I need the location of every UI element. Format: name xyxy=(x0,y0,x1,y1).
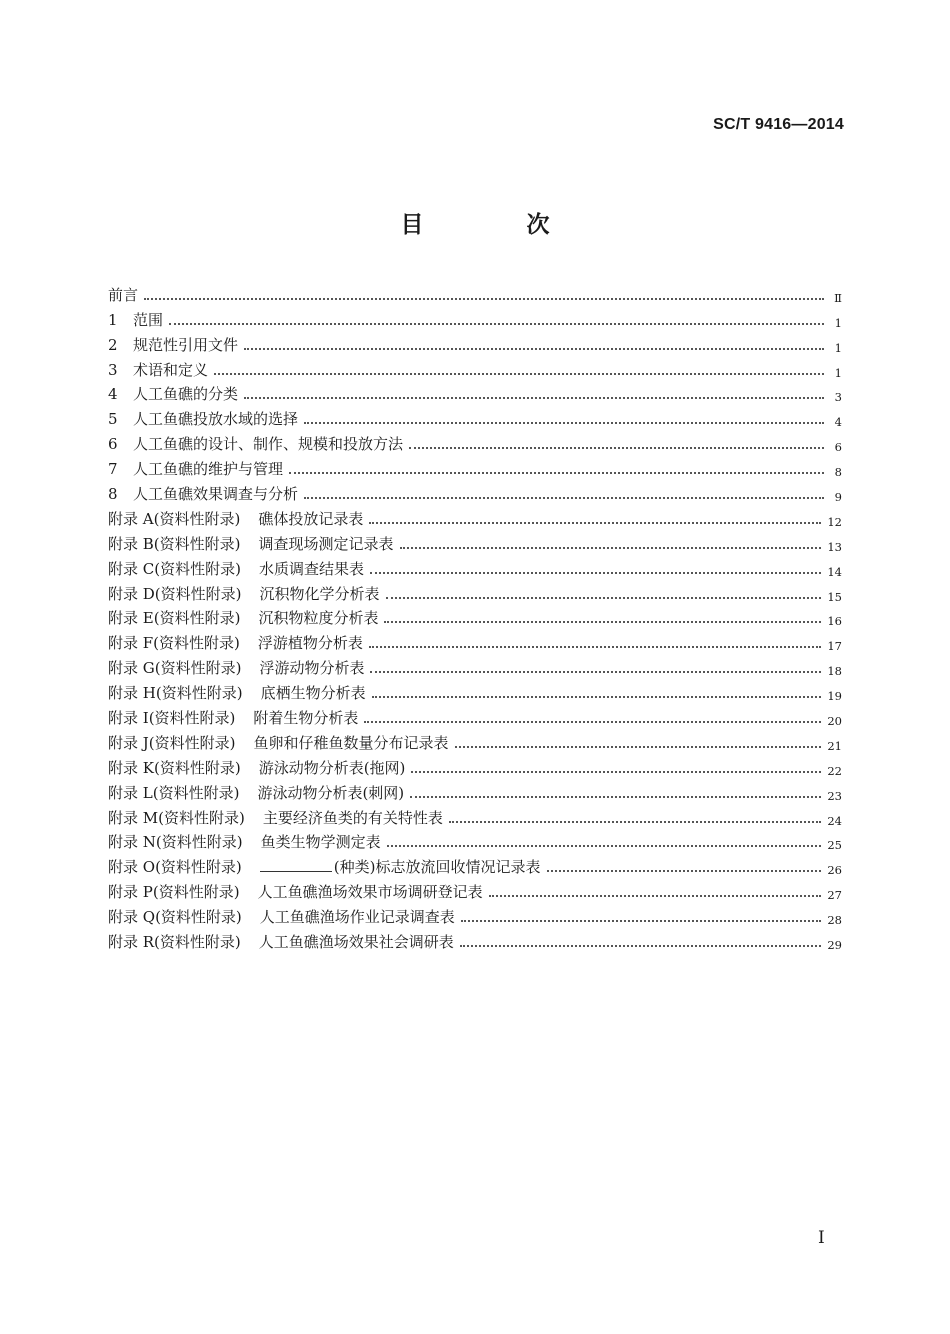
toc-entry-number: 7 xyxy=(108,460,118,479)
toc-entry-label: 术语和定义 xyxy=(133,360,209,379)
toc-entry-number: 2 xyxy=(108,335,118,354)
page-number: Ⅰ xyxy=(818,1228,825,1248)
toc-annex-label: 附录 O(资料性附录) xyxy=(108,858,242,877)
toc-annex-label: 附录 K(资料性附录) xyxy=(108,758,241,777)
table-of-contents xyxy=(108,280,842,952)
toc-annex-entry[interactable] xyxy=(108,678,842,703)
toc-leader-dots xyxy=(387,845,822,847)
toc-annex-entry[interactable] xyxy=(108,579,842,604)
toc-page-number: 23 xyxy=(827,788,842,803)
toc-annex-label: 附录 R(资料性附录) xyxy=(108,933,241,952)
toc-annex-label: 附录 F(资料性附录) xyxy=(108,634,240,653)
toc-annex-entry[interactable] xyxy=(108,753,842,778)
toc-page-number: 8 xyxy=(834,465,842,480)
toc-annex-entry[interactable] xyxy=(108,703,842,728)
toc-leader-dots xyxy=(400,547,822,549)
toc-annex-entry[interactable] xyxy=(108,877,842,902)
toc-entry-number: 5 xyxy=(108,410,118,429)
toc-annex-entry[interactable] xyxy=(108,653,842,678)
toc-annex-label: 附录 D(资料性附录) xyxy=(108,584,242,603)
toc-annex-title: 附着生物分析表 xyxy=(253,709,359,728)
toc-page-number: Ⅱ xyxy=(834,290,842,305)
toc-annex-title: 主要经济鱼类的有关特性表 xyxy=(262,808,443,827)
toc-annex-label: 附录 P(资料性附录) xyxy=(108,883,240,902)
toc-annex-label: 附录 N(资料性附录) xyxy=(108,833,243,852)
toc-page-number: 19 xyxy=(827,689,842,704)
toc-leader-dots xyxy=(144,298,824,300)
toc-page-number: 22 xyxy=(827,763,842,778)
toc-annex-entry[interactable] xyxy=(108,628,842,653)
toc-entry[interactable] xyxy=(108,305,842,330)
toc-entry[interactable] xyxy=(108,404,842,429)
toc-annex-label: 附录 I(资料性附录) xyxy=(108,709,236,728)
fill-in-blank xyxy=(260,857,332,872)
toc-annex-entry[interactable] xyxy=(108,554,842,579)
toc-leader-dots xyxy=(369,646,821,648)
toc-leader-dots xyxy=(169,323,824,325)
toc-entry[interactable] xyxy=(108,454,842,479)
toc-entry[interactable] xyxy=(108,330,842,355)
toc-page-number: 3 xyxy=(834,390,842,405)
toc-leader-dots xyxy=(410,796,821,798)
toc-entry-label: 人工鱼礁的维护与管理 xyxy=(133,460,284,479)
toc-annex-title: 调查现场测定记录表 xyxy=(258,534,394,553)
toc-annex-title: 浮游动物分析表 xyxy=(259,659,365,678)
toc-entry-number: 6 xyxy=(108,435,118,454)
toc-page-number: 20 xyxy=(827,714,842,729)
toc-annex-title: 水质调查结果表 xyxy=(258,559,364,578)
toc-annex-entry[interactable] xyxy=(108,828,842,853)
toc-page-number: 25 xyxy=(827,838,842,853)
toc-annex-entry[interactable] xyxy=(108,803,842,828)
toc-entry-number: 4 xyxy=(108,385,118,404)
toc-leader-dots xyxy=(364,721,821,723)
toc-entry[interactable] xyxy=(108,380,842,405)
toc-leader-dots xyxy=(547,870,822,872)
toc-annex-entry[interactable] xyxy=(108,778,842,803)
toc-leader-dots xyxy=(449,821,822,823)
toc-annex-label: 附录 A(资料性附录) xyxy=(108,509,241,528)
toc-leader-dots xyxy=(304,422,824,424)
toc-entry-label: 范围 xyxy=(133,310,164,329)
toc-leader-dots xyxy=(384,621,821,623)
toc-annex-title: 底栖生物分析表 xyxy=(260,684,366,703)
toc-entry[interactable] xyxy=(108,355,842,380)
toc-page-number: 26 xyxy=(827,863,842,878)
toc-annex-entry[interactable] xyxy=(108,604,842,629)
toc-leader-dots xyxy=(244,348,824,350)
toc-page-number: 4 xyxy=(834,415,842,430)
toc-leader-dots xyxy=(304,497,824,499)
toc-entry-number: 3 xyxy=(108,360,118,379)
toc-annex-label: 附录 L(资料性附录) xyxy=(108,783,240,802)
toc-leader-dots xyxy=(214,373,824,375)
toc-page-number: 28 xyxy=(827,913,842,928)
toc-annex-title: 浮游植物分析表 xyxy=(257,634,363,653)
toc-annex-title: 人工鱼礁渔场效果市场调研登记表 xyxy=(257,883,483,902)
toc-annex-label: 附录 H(资料性附录) xyxy=(108,684,243,703)
toc-leader-dots xyxy=(461,920,822,922)
toc-entry-number: 1 xyxy=(108,310,118,329)
toc-leader-dots xyxy=(244,397,824,399)
toc-leader-dots xyxy=(489,895,822,897)
toc-leader-dots xyxy=(455,746,822,748)
toc-annex-title: 鱼卵和仔稚鱼数量分布记录表 xyxy=(253,733,449,752)
toc-leader-dots xyxy=(386,597,822,599)
toc-entry-label: 人工鱼礁的设计、制作、规模和投放方法 xyxy=(133,435,404,454)
toc-entry-label: 规范性引用文件 xyxy=(133,335,239,354)
toc-leader-dots xyxy=(370,671,821,673)
toc-annex-label: 附录 E(资料性附录) xyxy=(108,609,241,628)
toc-entry[interactable] xyxy=(108,479,842,504)
standard-code: SC/T 9416—2014 xyxy=(713,116,844,133)
toc-annex-title: 游泳动物分析表(刺网) xyxy=(257,783,405,802)
toc-page-number: 21 xyxy=(827,738,842,753)
toc-page-number: 27 xyxy=(827,888,842,903)
toc-page-number: 17 xyxy=(827,639,842,654)
toc-page-number: 13 xyxy=(827,539,842,554)
toc-page-number: 29 xyxy=(827,938,842,953)
toc-leader-dots xyxy=(411,771,821,773)
toc-entry-label: 人工鱼礁的分类 xyxy=(133,385,239,404)
toc-leader-dots xyxy=(409,447,824,449)
toc-annex-title: 鱼类生物学测定表 xyxy=(260,833,381,852)
toc-page-number: 24 xyxy=(827,813,842,828)
toc-annex-label: 附录 C(资料性附录) xyxy=(108,559,241,578)
toc-annex-entry[interactable] xyxy=(108,728,842,753)
toc-leader-dots xyxy=(372,696,822,698)
toc-annex-label: 附录 G(资料性附录) xyxy=(108,659,242,678)
page-title: 目 次 xyxy=(400,212,590,238)
toc-leader-dots xyxy=(370,572,821,574)
toc-leader-dots xyxy=(289,472,824,474)
toc-annex-entry[interactable] xyxy=(108,852,842,877)
toc-page-number: 12 xyxy=(827,514,842,529)
toc-page-number: 15 xyxy=(827,589,842,604)
toc-page-number: 18 xyxy=(827,664,842,679)
toc-page-number: 14 xyxy=(827,564,842,579)
toc-page-number: 9 xyxy=(834,490,842,505)
toc-annex-label: 附录 Q(资料性附录) xyxy=(108,908,242,927)
toc-annex-entry[interactable] xyxy=(108,504,842,529)
toc-page-number: 1 xyxy=(834,340,842,355)
toc-page-number: 1 xyxy=(834,365,842,380)
toc-annex-label: 附录 M(资料性附录) xyxy=(108,808,245,827)
toc-annex-title: 人工鱼礁渔场作业记录调查表 xyxy=(259,908,455,927)
toc-leader-dots xyxy=(369,522,821,524)
toc-entry-number: 8 xyxy=(108,485,118,504)
toc-annex-entry[interactable] xyxy=(108,902,842,927)
toc-page-number: 16 xyxy=(827,614,842,629)
toc-annex-label: 附录 J(资料性附录) xyxy=(108,733,236,752)
toc-entry-label: 人工鱼礁投放水域的选择 xyxy=(133,410,299,429)
toc-annex-title: 游泳动物分析表(拖网) xyxy=(258,758,406,777)
toc-entry[interactable] xyxy=(108,429,842,454)
toc-page-number: 6 xyxy=(834,440,842,455)
toc-leader-dots xyxy=(460,945,822,947)
toc-page-number: 1 xyxy=(834,315,842,330)
toc-entry-label: 前言 xyxy=(108,285,139,304)
toc-entry-label: 人工鱼礁效果调查与分析 xyxy=(133,485,299,504)
toc-annex-title: 礁体投放记录表 xyxy=(258,509,364,528)
toc-annex-entry[interactable] xyxy=(108,529,842,554)
toc-annex-title: (种类)标志放流回收情况记录表 xyxy=(333,858,541,877)
toc-annex-label: 附录 B(资料性附录) xyxy=(108,534,241,553)
toc-annex-entry[interactable] xyxy=(108,927,842,952)
toc-annex-title: 人工鱼礁渔场效果社会调研表 xyxy=(258,933,454,952)
toc-annex-title: 沉积物化学分析表 xyxy=(259,584,380,603)
toc-entry-foreword[interactable] xyxy=(108,280,842,305)
toc-annex-title: 沉积物粒度分析表 xyxy=(258,609,379,628)
